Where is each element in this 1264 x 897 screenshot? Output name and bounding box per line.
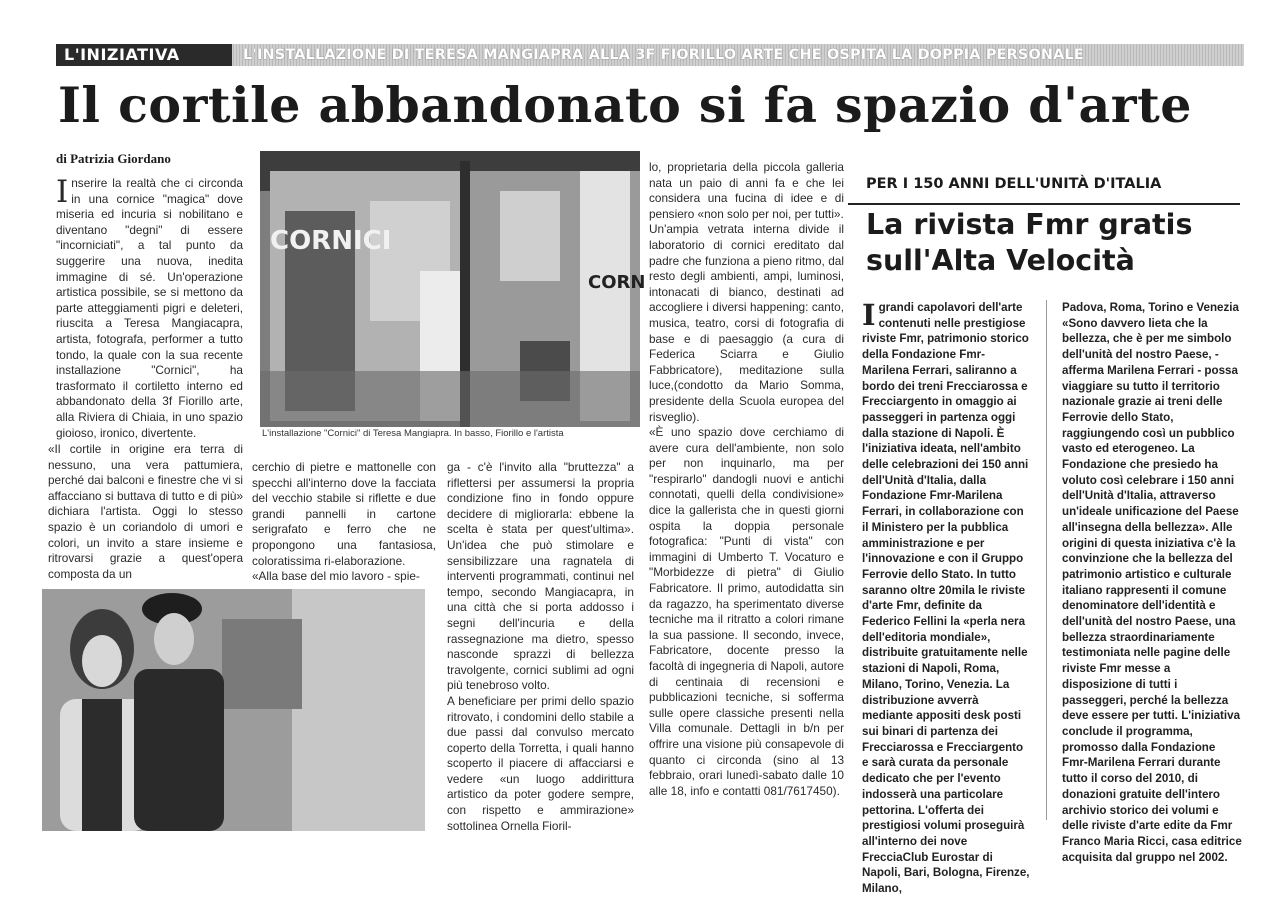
installation-image	[260, 151, 646, 427]
paragraph: «Il cortile in origine era terra di nessuno, una vera pattumiera, perché dai balconi e finestre che vi si affacciano si buttava di tutto e di più» dichiara l'artista. Oggi lo stesso spazio è un coriandolo di umori e colori, un invito a stare insieme e ritrovarsi grazie a quest'opera composta da un	[48, 442, 243, 581]
installation-photo	[260, 151, 646, 427]
column-divider	[1046, 300, 1047, 820]
photo-sign-text: CORN	[588, 272, 646, 293]
paragraph: cerchio di pietre e mattonelle con specchi all'interno dove la facciata del vecchio stabile si riflette e due grandi pannelli in cartone serigrafato e ferro che ne propongono una fantasiosa, coloratissima ri-elaborazione.	[252, 460, 436, 568]
drop-cap: I	[56, 174, 69, 210]
side-headline: La rivista Fmr gratis sull'Alta Velocità	[866, 208, 1193, 277]
paragraph: nserire la realtà che ci circonda in una cornice "magica" dove miseria ed incuria si nobilitano e diventano "degni" di essere "incorniciati", a tal punto da suggerire una nuova, inedita immagine di sé. Un'operazione artistica possibile, se si mettono da parte atteggiamenti pigri e deleteri, riuscita a Teresa Mangiacapra, artista, fotografa, performer a tutto tondo, la quale con la sua recente installazione "Cornici", ha trasformato il cortiletto interno ed abbandonato della 3f Fiorillo arte, alla Riviera di Chiaia, in uno spazio gioioso, ironico, divertente.	[56, 176, 243, 440]
drop-cap: I	[862, 298, 876, 332]
paragraph: A beneficiare per primi dello spazio ritrovato, i condomini dello stabile a due passi dal convulso mercato coperto della Torretta, i quali hanno scoperto il piacere di affacciarsi e vedere «un luogo addirittura artistico da poter godere sempre, con rispetto e ammirazione» sottolinea Ornella Fioril-	[447, 693, 634, 833]
paragraph: «È uno spazio dove cerchiamo di avere cura dell'ambiente, non solo per non inquinarlo, ma per "respirarlo" dandogli nuovi e antichi connotati, quelli della condivisione» dice la gallerista che in questi giorni ospita la doppia personale fotografica: "Punti di vista" con immagini di Umberto T. Vocaturo e "Morbidezze di pietra" di Giulio Fabricatore. Il primo, autodidatta sin da ragazzo, ha sperimentato diverse tecniche ma il ritratto a colori rimane la sua passione. Il secondo, invece, Fabricatore, docente presso la facoltà di ingegneria di Napoli, autore di centinaia di recensioni e pubblicazioni tecniche, si sofferma sulle opere classiche presenti nella Villa comunale. Dettagli in b/n per offrire una visione più consapevole di quanto ci circonda (sino al 13 febbraio, orari lunedì-sabato dalle 10 alle 18, info e contatti 081/7617450).	[649, 425, 844, 798]
artist-photo	[42, 589, 425, 831]
paragraph: Padova, Roma, Torino e Venezia «Sono davvero lieta che la bellezza, che è per me simbolo dell'unità del nostro Paese, - afferma Marilena Ferrari - possa viaggiare su tutto il territorio nazionale grazie ai treni delle Ferrovie dello Stato, raggiungendo così un pubblico vasto ed eterogeneo. La Fondazione che presiedo ha voluto così celebrare i 150 anni dell'Unità d'Italia, attraverso un'ideale unificazione del Paese all'insegna della bellezza». Alle origini di questa iniziativa c'è la convinzione che la bellezza del patrimonio artistico e culturale italiano rappresenti il comune denominatore dell'identità e dell'unità del nostro Paese, una bellezza straordinariamente testimoniata nelle pagine delle riviste Fmr messe a disposizione di tutti i passeggeri, perché la bellezza deve essere per tutti. L'iniziativa conclude il programma, promosso dalla Fondazione Fmr-Marilena Ferrari durante tutto il corso del 2010, di donazioni gratuite dell'intero archivio storico dei volumi e delle riviste d'arte edite da Fmr Franco Maria Ricci, casa editrice acquisita dal gruppo nel 2002.	[1062, 301, 1242, 864]
side-column-2	[1062, 300, 1242, 864]
side-column-1	[862, 298, 1032, 896]
photo-sign-text: CORNICI	[270, 226, 392, 256]
side-kicker: PER I 150 ANNI DELL'UNITÀ D'ITALIA	[866, 176, 1162, 192]
divider	[848, 203, 1240, 205]
paragraph: lo, proprietaria della piccola galleria nata un paio di anni fa e che lei considera una fucina di idee e di pensiero «non solo per noi, per tutti».	[649, 160, 844, 221]
paragraph: «Alla base del mio lavoro - spie-	[252, 569, 420, 584]
photo-caption: L'installazione "Cornici" di Teresa Mangiapra. In basso, Fiorillo e l'artista	[262, 428, 564, 439]
article-column-2	[252, 460, 436, 584]
kicker-subtitle: L'INSTALLAZIONE DI TERESA MANGIAPRA ALLA 3F FIORILLO ARTE CHE OSPITA LA DOPPIA PERSONALE	[243, 47, 1084, 63]
byline: di Patrizia Giordano	[56, 151, 171, 166]
article-column-4	[649, 160, 844, 810]
article-column-1-top	[56, 176, 243, 443]
paragraph: Un'ampia vetrata interna divide il laboratorio di cornici ereditato dal padre che funziona a pieno ritmo, dal resto degli ambienti, ampi, luminosi, intonacati di bianco, destinati ad accogliere i diversi happening: canto, musica, teatro, corsi di fotografia di base e di paesaggio (a cura di Federica Sciarra e Giulio Fabbricatore), meditazione sulla luce,(condotto da Mario Somma, presidente della Scuola europea del risveglio).	[649, 222, 844, 424]
main-headline: Il cortile abbandonato si fa spazio d'arte	[58, 76, 1192, 134]
artist-image	[42, 589, 425, 831]
article-column-1-bottom	[48, 442, 243, 584]
paragraph: ga - c'è l'invito alla "bruttezza" a riflettersi per assumersi la propria condizione fino in fondo oppure decidere di migliorarla: ebbene la scelta è stata per quest'ultima». Un'idea che può stimolare e sensibilizzare una ragnatela di interventi programmati, continui nel tempo, secondo Mangiacapra, in una città che si porta addosso i segni dell'incuria e della rassegnazione ma dietro, spesso nasconde sprazzi di bellezza travolgente, cornici sublimi ad ogni più tenebroso volto.	[447, 460, 634, 693]
article-column-3	[447, 460, 634, 833]
paragraph: grandi capolavori dell'arte contenuti nelle prestigiose riviste Fmr, patrimonio storico della Fondazione Fmr-Marilena Ferrari, saliranno a bordo dei treni Frecciarossa e Frecciargento in omaggio ai passeggeri in partenza oggi dalla stazione di Napoli. È l'iniziativa ideata, nell'ambito delle celebrazioni dei 150 anni dell'Unità d'Italia, dalla Fondazione Fmr-Marilena Ferrari, in collaborazione con il Ministero per la pubblica amministrazione e per l'innovazione e con il Gruppo Ferrovie dello Stato. In tutto saranno oltre 20mila le riviste d'arte Fmr, definite da Federico Fellini la «perla nera dell'editoria mondiale», distribuite gratuitamente nelle stazioni di Napoli, Roma, Milano, Torino, Venezia. La distribuzione avverrà mediante appositi desk posti sui binari di partenza dei Frecciarossa e Frecciargento e sarà curata da personale dedicato che per l'evento indosserà una particolare pettorina. L'offerta dei prestigiosi volumi proseguirà all'interno dei nove FrecciaClub Eurostar di Napoli, Bari, Bologna, Firenze, Milano,	[862, 301, 1030, 896]
section-label: L'INIZIATIVA	[56, 44, 232, 66]
